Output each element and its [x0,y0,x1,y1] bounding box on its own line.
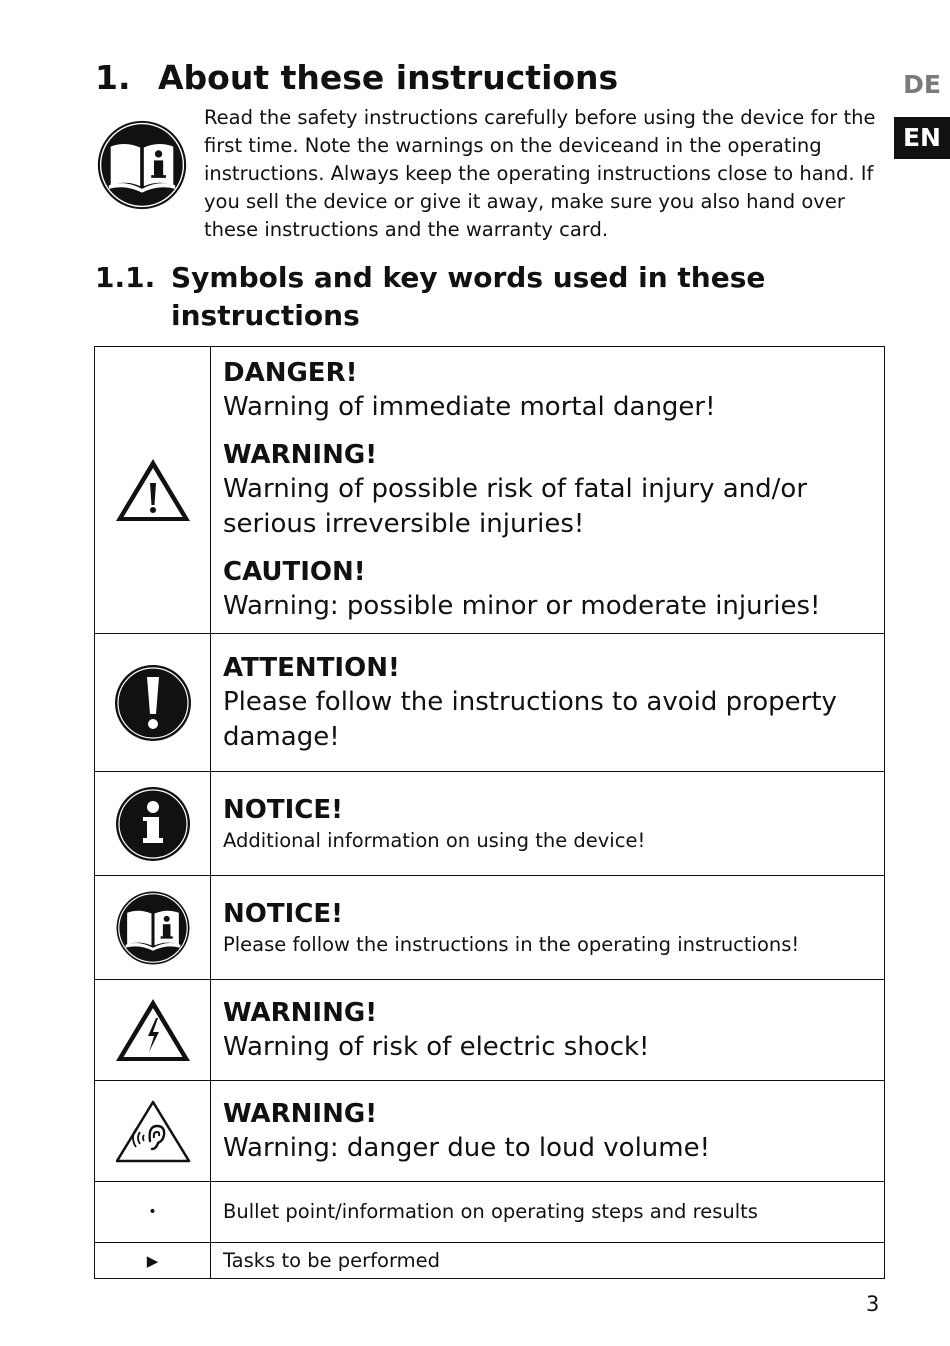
language-tab-en: EN [894,117,950,159]
icon-cell [95,1182,211,1243]
symbols-table [94,346,885,1279]
warning-text: Warning of possible risk of fatal injury and/or serious irreversible injuries! [223,474,808,539]
subsection-number: 1.1. [95,261,156,294]
attention-keyword: ATTENTION! [223,652,400,683]
table-row-hazard-levels [95,347,885,634]
electric-shock-warning-icon [113,996,193,1064]
info-circle-icon [115,786,191,862]
text-cell [211,980,885,1081]
text-cell [211,347,885,634]
task-arrow-icon: ▶ [146,1252,159,1270]
notice-info-keyword: NOTICE! [223,794,343,825]
read-manual-icon [115,890,191,966]
table-row-attention [95,634,885,772]
caution-keyword: CAUTION! [223,557,366,587]
volume-text: Warning: danger due to loud volume! [223,1132,711,1163]
bullet-point-icon: • [148,1204,157,1220]
section-heading [95,58,618,97]
caution-text: Warning: possible minor or moderate injuries! [223,591,821,621]
subsection-heading [95,259,795,335]
icon-cell [95,347,211,634]
task-text: Tasks to be performed [223,1248,441,1272]
danger-text: Warning of immediate mortal danger! [223,392,716,422]
intro-paragraph: Read the safety instructions carefully before using the device for the first time. Note the warnings on the deviceand in the operating instructions. Always keep the operating instructions close to hand. If you sell the device or give it away, make sure you also hand over these instructions and the warranty card. [204,106,876,241]
read-manual-icon [96,119,188,211]
shock-keyword: WARNING! [223,997,378,1028]
table-row-task [95,1243,885,1279]
table-row-electric-shock [95,980,885,1081]
danger-keyword: DANGER! [223,358,358,388]
section-title: About these instructions [158,58,619,97]
table-row-bullet [95,1182,885,1243]
icon-cell [95,980,211,1081]
icon-cell [95,634,211,772]
shock-text: Warning of risk of electric shock! [223,1031,650,1062]
text-cell [211,634,885,772]
attention-text: Please follow the instructions to avoid property damage! [223,686,837,752]
icon-cell [95,1081,211,1182]
table-row-loud-volume [95,1081,885,1182]
icon-cell [95,772,211,876]
text-cell [211,876,885,980]
text-cell [211,1243,885,1279]
subsection-title: Symbols and key words used in these instructions [171,261,766,332]
language-tab-de: DE [903,70,941,99]
notice-manual-text: Please follow the instructions in the operating instructions! [223,932,800,956]
icon-cell [95,876,211,980]
table-row-notice-info [95,772,885,876]
notice-info-text: Additional information on using the device! [223,828,646,852]
table-row-notice-manual [95,876,885,980]
text-cell [211,1182,885,1243]
warning-keyword: WARNING! [223,440,378,470]
text-cell [211,1081,885,1182]
warning-triangle-icon [113,455,193,525]
bullet-text: Bullet point/information on operating steps and results [223,1200,758,1223]
exclamation-circle-icon [114,664,192,742]
hearing-damage-warning-icon [113,1097,193,1165]
icon-cell [95,1243,211,1279]
section-number: 1. [95,58,131,97]
text-cell [211,772,885,876]
page-number: 3 [866,1292,880,1316]
notice-manual-keyword: NOTICE! [223,898,343,929]
volume-keyword: WARNING! [223,1098,378,1129]
